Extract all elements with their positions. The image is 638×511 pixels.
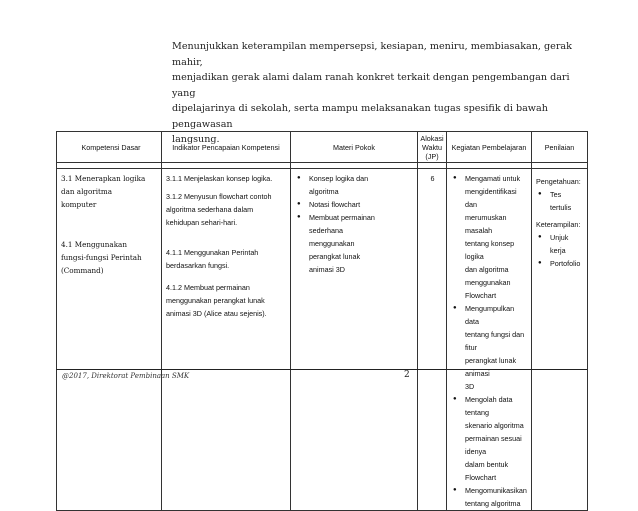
- indikator-4-1-1: 4.1.1 Menggunakan Perintah berdasarkan fungsi.: [166, 248, 259, 270]
- list-item: ● Notasi flowchart: [295, 198, 414, 211]
- intro-paragraph: Menunjukkan keterampilan mempersepsi, kesiapan, meniru, membiasakan, gerak mahir, menjadikan gerak alami dalam ranah konkret terkait dengan pengembangan dari yang dipelajarinya di sekolah, serta mampu melaksanakan tugas spesifik di bawah pengawasan langsung.: [172, 41, 572, 145]
- alokasi-value: 6: [430, 174, 435, 183]
- list-item: ● Tes tertulis: [536, 188, 584, 214]
- penilaian-cell: [532, 169, 588, 511]
- list-item: ● Mengamati untuk mengidentifikasi dan merumuskan masalah tentang konsep logika dan algoritma menggunakan Flowchart: [451, 172, 529, 302]
- header-alokasi-waktu: Alokasi Waktu (JP): [418, 132, 447, 163]
- footer-copyright: @2017, Direktorat Pembinaan SMK: [62, 372, 190, 380]
- alokasi-cell: [418, 169, 447, 511]
- list-item: ● Konsep logika dan algoritma: [295, 172, 414, 198]
- list-item: ● Membuat permainan sederhana menggunakan perangkat lunak animasi 3D: [295, 211, 414, 276]
- list-item: ● Portofolio: [536, 257, 584, 270]
- materi-cell: [291, 169, 418, 511]
- page-number: 2: [404, 370, 410, 380]
- header-penilaian: Penilaian: [532, 132, 588, 163]
- kegiatan-cell: [447, 169, 532, 511]
- penilaian-keterampilan-label: Keterampilan:: [536, 220, 581, 229]
- list-item: ● Mengumpulkan data tentang fungsi dan fitur perangkat lunak animasi 3D: [451, 302, 529, 393]
- header-kegiatan-pembelajaran: Kegiatan Pembelajaran: [447, 132, 532, 163]
- header-materi-pokok: Materi Pokok: [291, 132, 418, 163]
- indikator-3-1-1: 3.1.1 Menjelaskan konsep logika.: [166, 174, 273, 183]
- header-indikator: Indikator Pencapaian Kompetensi: [162, 132, 291, 163]
- indikator-3-1-2: 3.1.2 Menyusun flowchart contoh algoritma sederhana dalam kehidupan sehari-hari.: [166, 192, 272, 227]
- indikator-4-1-2: 4.1.2 Membuat permainan menggunakan perangkat lunak animasi 3D (Alice atau sejenis).: [166, 283, 267, 318]
- kompetensi-cell: [57, 169, 162, 511]
- kompetensi-dasar-3-1: 3.1 Menerapkan logika dan algoritma komputer: [61, 174, 146, 209]
- penilaian-pengetahuan-label: Pengetahuan:: [536, 177, 581, 186]
- list-item: ● Unjuk kerja: [536, 231, 584, 257]
- indikator-cell: [162, 169, 291, 511]
- footer-divider: [56, 369, 587, 370]
- header-kompetensi-dasar: Kompetensi Dasar: [57, 132, 162, 163]
- list-item: ● Mengomunikasikan tentang algoritma: [451, 484, 529, 510]
- kompetensi-dasar-4-1: 4.1 Menggunakan fungsi-fungsi Perintah (Command): [61, 240, 142, 275]
- syllabus-table: [56, 131, 588, 511]
- list-item: ● Mengolah data tentang skenario algoritma permainan sesuai idenya dalam bentuk Flowchart: [451, 393, 529, 484]
- table-row: [57, 169, 588, 511]
